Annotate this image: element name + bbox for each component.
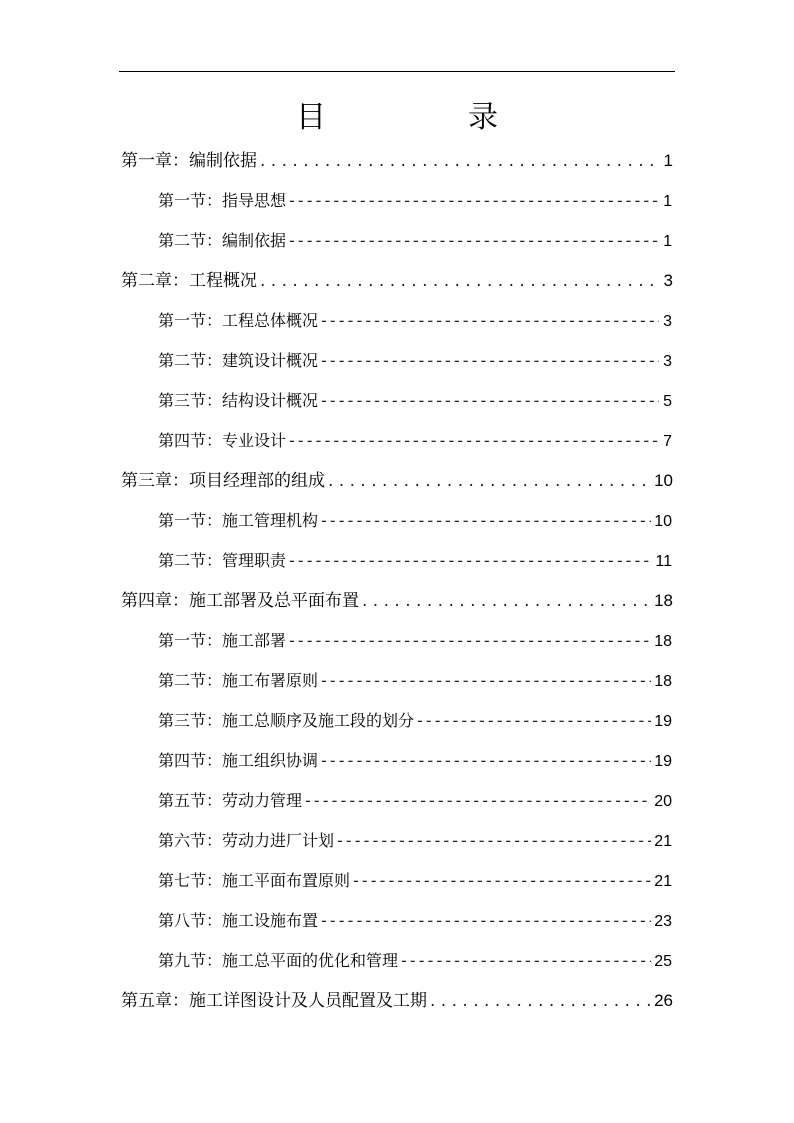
toc-entry-page: 19 [654, 713, 672, 730]
toc-entry-label: 第三章：项目经理部的组成 [121, 471, 325, 491]
toc-entry-label: 第二章：工程概况 [121, 271, 257, 291]
toc-entry-leader [305, 788, 651, 814]
toc-entry-label: 第一章：编制依据 [121, 151, 257, 171]
toc-entry-page: 1 [663, 151, 673, 170]
toc-entry-leader [260, 148, 660, 174]
toc-entry-leader [289, 628, 651, 654]
toc-entry-page: 3 [663, 313, 672, 330]
toc-section-entry[interactable] [158, 228, 672, 254]
toc-entry-page: 20 [654, 793, 672, 810]
toc-entry-leader [321, 508, 651, 534]
toc-entry-label: 第一节：指导思想 [158, 191, 287, 210]
toc-section-entry[interactable] [158, 828, 672, 854]
toc-entry-page: 5 [663, 393, 672, 410]
toc-section-entry[interactable] [158, 388, 672, 414]
toc-chapter-entry[interactable] [121, 588, 673, 614]
toc-entry-page: 18 [654, 673, 672, 690]
toc-entry-leader [430, 988, 651, 1014]
toc-entry-leader [289, 228, 659, 254]
toc-entry-label: 第九节：施工总平面的优化和管理 [158, 951, 399, 970]
toc-entry-leader [337, 828, 651, 854]
toc-entry-page: 1 [663, 193, 672, 210]
toc-entry-leader [289, 548, 652, 574]
toc-entry-page: 11 [655, 553, 672, 570]
toc-chapter-entry[interactable] [121, 148, 673, 174]
toc-entry-leader [362, 588, 651, 614]
toc-entry-page: 26 [654, 991, 673, 1010]
toc-chapter-entry[interactable] [121, 468, 673, 494]
toc-entry-label: 第四节：专业设计 [158, 431, 287, 450]
toc-section-entry[interactable] [158, 628, 672, 654]
toc-section-entry[interactable] [158, 868, 672, 894]
toc-entry-leader [289, 188, 659, 214]
toc-section-entry[interactable] [158, 308, 672, 334]
toc-entry-page: 21 [654, 833, 672, 850]
toc-entry-label: 第七节：施工平面布置原则 [158, 871, 351, 890]
toc-entry-label: 第三节：结构设计概况 [158, 391, 319, 410]
toc-entry-label: 第二节：管理职责 [158, 551, 287, 570]
toc-entry-label: 第三节：施工总顺序及施工段的划分 [158, 711, 415, 730]
toc-section-entry[interactable] [158, 748, 672, 774]
toc-entry-page: 1 [663, 233, 672, 250]
toc-entry-page: 10 [654, 513, 672, 530]
toc-entry-page: 19 [654, 753, 672, 770]
toc-entry-leader [321, 388, 659, 414]
toc-section-entry[interactable] [158, 948, 672, 974]
toc-section-entry[interactable] [158, 708, 672, 734]
toc-entry-leader [321, 308, 659, 334]
toc-entry-page: 18 [654, 633, 672, 650]
toc-entry-page: 23 [654, 913, 672, 930]
toc-entry-label: 第六节：劳动力进厂计划 [158, 831, 335, 850]
toc-entry-page: 18 [654, 591, 673, 610]
toc-section-entry[interactable] [158, 788, 672, 814]
toc-section-entry[interactable] [158, 428, 672, 454]
page-title: 目 录 [296, 100, 554, 135]
toc-entry-label: 第四章：施工部署及总平面布置 [121, 591, 359, 611]
toc-entry-leader [353, 868, 651, 894]
toc-section-entry[interactable] [158, 908, 672, 934]
toc-entry-page: 3 [663, 271, 673, 290]
toc-section-entry[interactable] [158, 508, 672, 534]
toc-entry-page: 3 [663, 353, 672, 370]
toc-section-entry[interactable] [158, 548, 672, 574]
toc-entry-leader [321, 748, 651, 774]
toc-entry-leader [417, 708, 651, 734]
toc-entry-leader [321, 348, 659, 374]
toc-entry-leader [321, 668, 651, 694]
toc-entry-label: 第八节：施工设施布置 [158, 911, 319, 930]
toc-entry-label: 第一节：工程总体概况 [158, 311, 319, 330]
toc-entry-label: 第一节：施工管理机构 [158, 511, 319, 530]
toc-entry-label: 第四节：施工组织协调 [158, 751, 319, 770]
toc-entry-label: 第一节：施工部署 [158, 631, 287, 650]
toc-entry-label: 第二节：建筑设计概况 [158, 351, 319, 370]
toc-chapter-entry[interactable] [121, 268, 673, 294]
toc-entry-page: 7 [663, 433, 672, 450]
toc-entry-page: 10 [654, 471, 673, 490]
toc-section-entry[interactable] [158, 348, 672, 374]
toc-entry-leader [260, 268, 660, 294]
toc-entry-leader [328, 468, 651, 494]
toc-entry-leader [321, 908, 651, 934]
toc-entry-label: 第二节：编制依据 [158, 231, 287, 250]
toc-section-entry[interactable] [158, 188, 672, 214]
toc-entry-page: 25 [654, 953, 672, 970]
toc-chapter-entry[interactable] [121, 988, 673, 1014]
toc-entry-label: 第五节：劳动力管理 [158, 791, 303, 810]
toc-entry-label: 第五章：施工详图设计及人员配置及工期 [121, 991, 427, 1011]
toc-section-entry[interactable] [158, 668, 672, 694]
toc-entry-leader [289, 428, 659, 454]
toc-entry-label: 第二节：施工布署原则 [158, 671, 319, 690]
toc-entry-leader [401, 948, 651, 974]
toc-entry-page: 21 [654, 873, 672, 890]
